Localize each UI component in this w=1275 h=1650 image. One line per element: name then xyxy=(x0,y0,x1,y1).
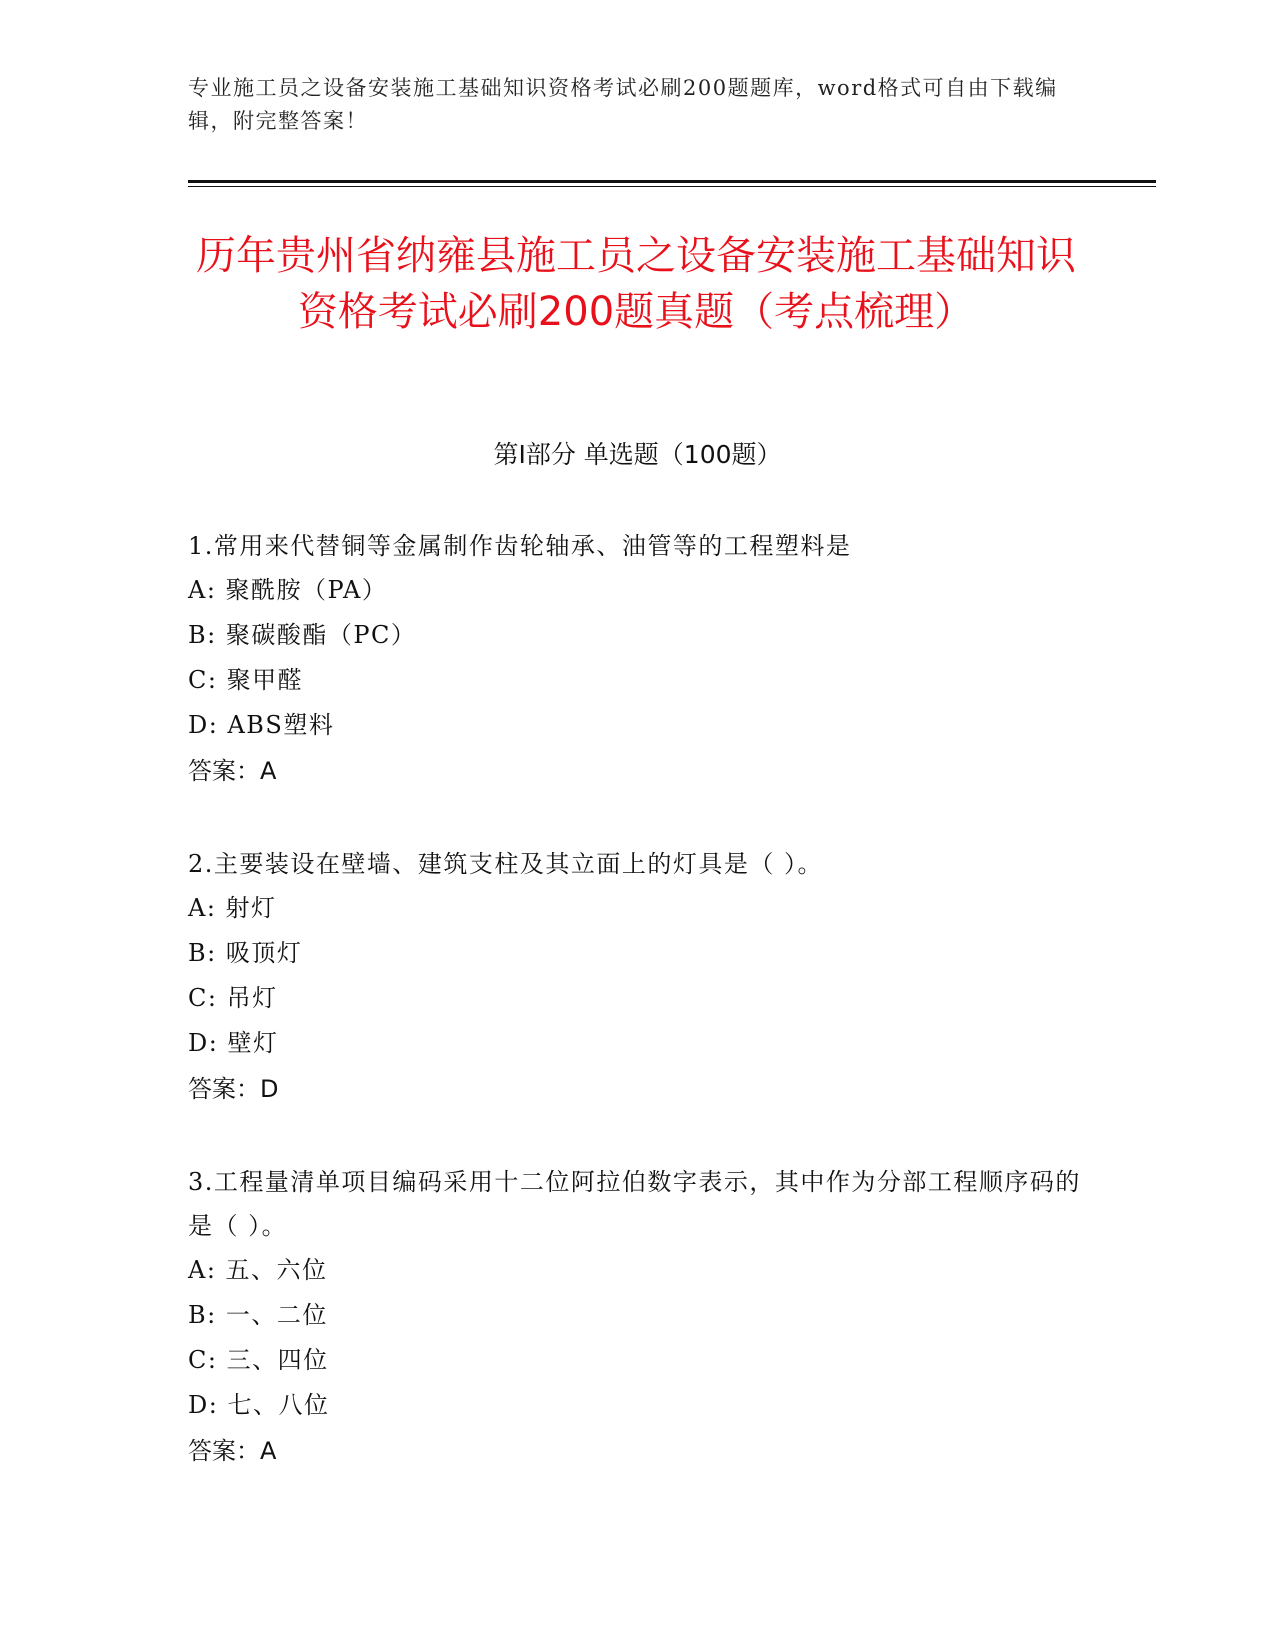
document-title: 历年贵州省纳雍县施工员之设备安装施工基础知识资格考试必刷200题真题（考点梳理） xyxy=(196,233,1076,335)
answer: 答案：D xyxy=(188,1075,279,1103)
option-d: D: ABS塑料 xyxy=(188,711,335,739)
option-a: A: 射灯 xyxy=(188,894,277,922)
header-rule-thick xyxy=(188,180,1156,183)
option-b: B: 一、二位 xyxy=(188,1301,328,1329)
option-c: C: 吊灯 xyxy=(188,984,278,1012)
header-rule-thin xyxy=(188,186,1156,187)
option-a: A: 聚酰胺（PA） xyxy=(188,576,388,604)
question-2 xyxy=(188,842,1088,1112)
question-stem: 2.主要装设在壁墙、建筑支柱及其立面上的灯具是（ ）。 xyxy=(188,850,824,878)
question-stem: 3.工程量清单项目编码采用十二位阿拉伯数字表示，其中作为分部工程顺序码的是（ ）。 xyxy=(188,1168,1081,1240)
option-a: A: 五、六位 xyxy=(188,1256,328,1284)
option-b: B: 聚碳酸酯（PC） xyxy=(188,621,417,649)
option-d: D: 壁灯 xyxy=(188,1029,279,1057)
option-c: C: 聚甲醛 xyxy=(188,666,304,694)
question-3 xyxy=(188,1160,1088,1474)
question-stem: 1.常用来代替铜等金属制作齿轮轴承、油管等的工程塑料是 xyxy=(188,532,852,560)
header-note: 专业施工员之设备安装施工基础知识资格考试必刷200题题库，word格式可自由下载编辑，附完整答案！ xyxy=(188,76,1058,133)
question-1 xyxy=(188,524,1088,794)
option-d: D: 七、八位 xyxy=(188,1391,330,1419)
answer: 答案：A xyxy=(188,757,277,785)
option-c: C: 三、四位 xyxy=(188,1346,329,1374)
answer: 答案：A xyxy=(188,1437,277,1465)
option-b: B: 吸顶灯 xyxy=(188,939,303,967)
section-title: 第Ⅰ部分 单选题（100题） xyxy=(493,440,782,469)
